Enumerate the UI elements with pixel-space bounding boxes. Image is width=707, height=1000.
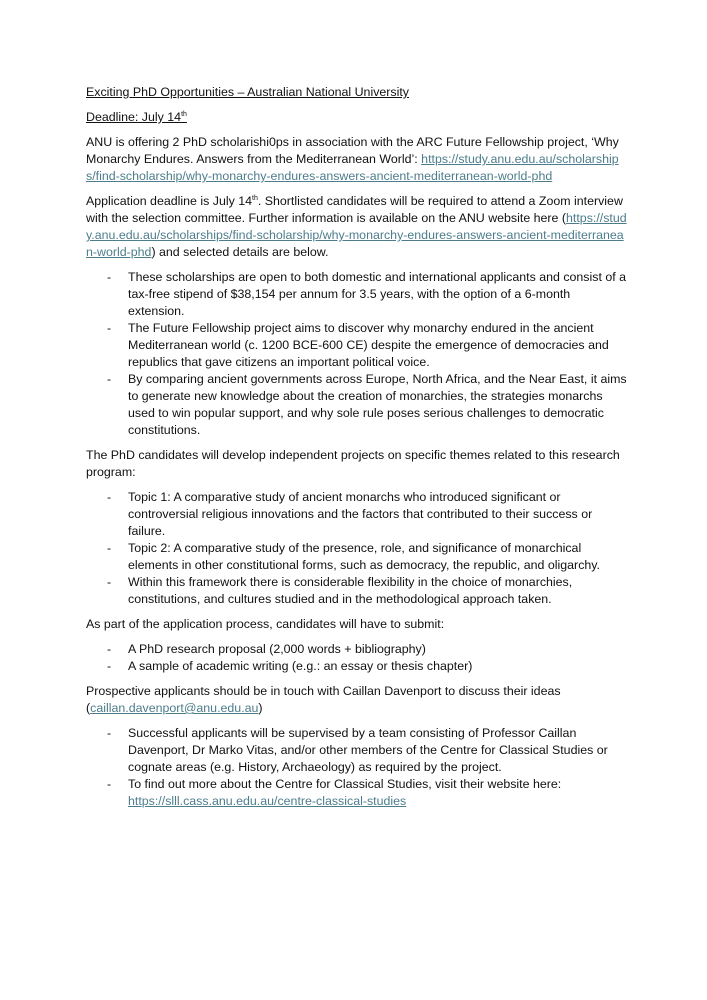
centre-text: To find out more about the Centre for Classical Studies, visit their website here: <box>128 777 562 791</box>
submit-intro: As part of the application process, candidates will have to submit: <box>86 617 445 631</box>
list-item: - A PhD research proposal (2,000 words + bibliography) <box>86 641 627 658</box>
application-text-pre: Application deadline is July 14 <box>86 194 253 208</box>
topics-list <box>86 489 627 608</box>
deadline-heading <box>86 109 627 126</box>
scholarship-link[interactable]: https://study.anu.edu.au/scholarships/find-scholarship/why-monarchy-endures-answers-ancient-mediterranean-world-phd <box>86 152 619 183</box>
list-item: - Successful applicants will be supervised by a team consisting of Professor Caillan Davenport, Dr Marko Vitas, and/or other members of the Centre for Classical Studies or cognate areas (e.g. History, Archaeology) as required by the project. <box>86 725 627 776</box>
list-item: - A sample of academic writing (e.g.: an essay or thesis chapter) <box>86 658 627 675</box>
anu-website-link[interactable]: https://study.anu.edu.au/scholarships/find-scholarship/why-monarchy-endures-answers-ancient-mediterranean-world-phd <box>86 211 627 259</box>
deadline-text: Deadline: July 14 <box>86 110 182 124</box>
intro-text: ANU is offering 2 PhD scholarishi0ps in association with the ARC Future Fellowship project, ‘Why Monarchy Endures. Answers from the Mediterranean World’: <box>86 135 619 166</box>
document-title <box>86 84 627 101</box>
list-item <box>86 776 627 810</box>
intro-paragraph <box>86 134 627 185</box>
application-paragraph <box>86 193 627 261</box>
list-item: - Topic 2: A comparative study of the presence, role, and significance of monarchical elements in other constitutional forms, such as democracy, the republic, and oligarchy. <box>86 540 627 574</box>
list-item: - Topic 1: A comparative study of ancient monarchs who introduced significant or controversial religious innovations and the factors that contributed to their success or failure. <box>86 489 627 540</box>
contact-email-link[interactable]: caillan.davenport@anu.edu.au <box>90 701 259 715</box>
title-text: Exciting PhD Opportunities – Australian National University <box>86 85 409 99</box>
contact-paragraph <box>86 683 627 717</box>
list-item: - These scholarships are open to both domestic and international applicants and consist of a tax-free stipend of $38,154 per annum for 3.5 years, with the option of a 6-month extension. <box>86 269 627 320</box>
list-item: - The Future Fellowship project aims to discover why monarchy endured in the ancient Mediterranean world (c. 1200 BCE-600 CE) despite the emergence of democracies and republics that gave citizens an important political voice. <box>86 320 627 371</box>
application-text-end: ) and selected details are below. <box>151 245 329 259</box>
deadline-sup: th <box>181 111 187 118</box>
final-list <box>86 725 627 810</box>
details-list <box>86 269 627 439</box>
list-item: - Within this framework there is considerable flexibility in the choice of monarchies, constitutions, and cultures studied and in the methodological approach taken. <box>86 574 627 608</box>
centre-website-link[interactable]: https://slll.cass.anu.edu.au/centre-classical-studies <box>128 794 407 808</box>
list-item: - By comparing ancient governments across Europe, North Africa, and the Near East, it aims to generate new knowledge about the creation of monarchies, the strategies monarchs used to win popular support, and why sole rule poses serious challenges to democratic constitutions. <box>86 371 627 439</box>
contact-text-end: ) <box>258 701 263 715</box>
application-sup: th <box>252 195 258 202</box>
contact-text: Prospective applicants should be in touch with Caillan Davenport to discuss their ideas ( <box>86 684 561 715</box>
projects-intro: The PhD candidates will develop independent projects on specific themes related to this research program: <box>86 448 620 479</box>
application-text-post: . Shortlisted candidates will be required to attend a Zoom interview with the selection committee. Further information is available on the ANU website here ( <box>86 194 623 225</box>
submit-list <box>86 641 627 675</box>
